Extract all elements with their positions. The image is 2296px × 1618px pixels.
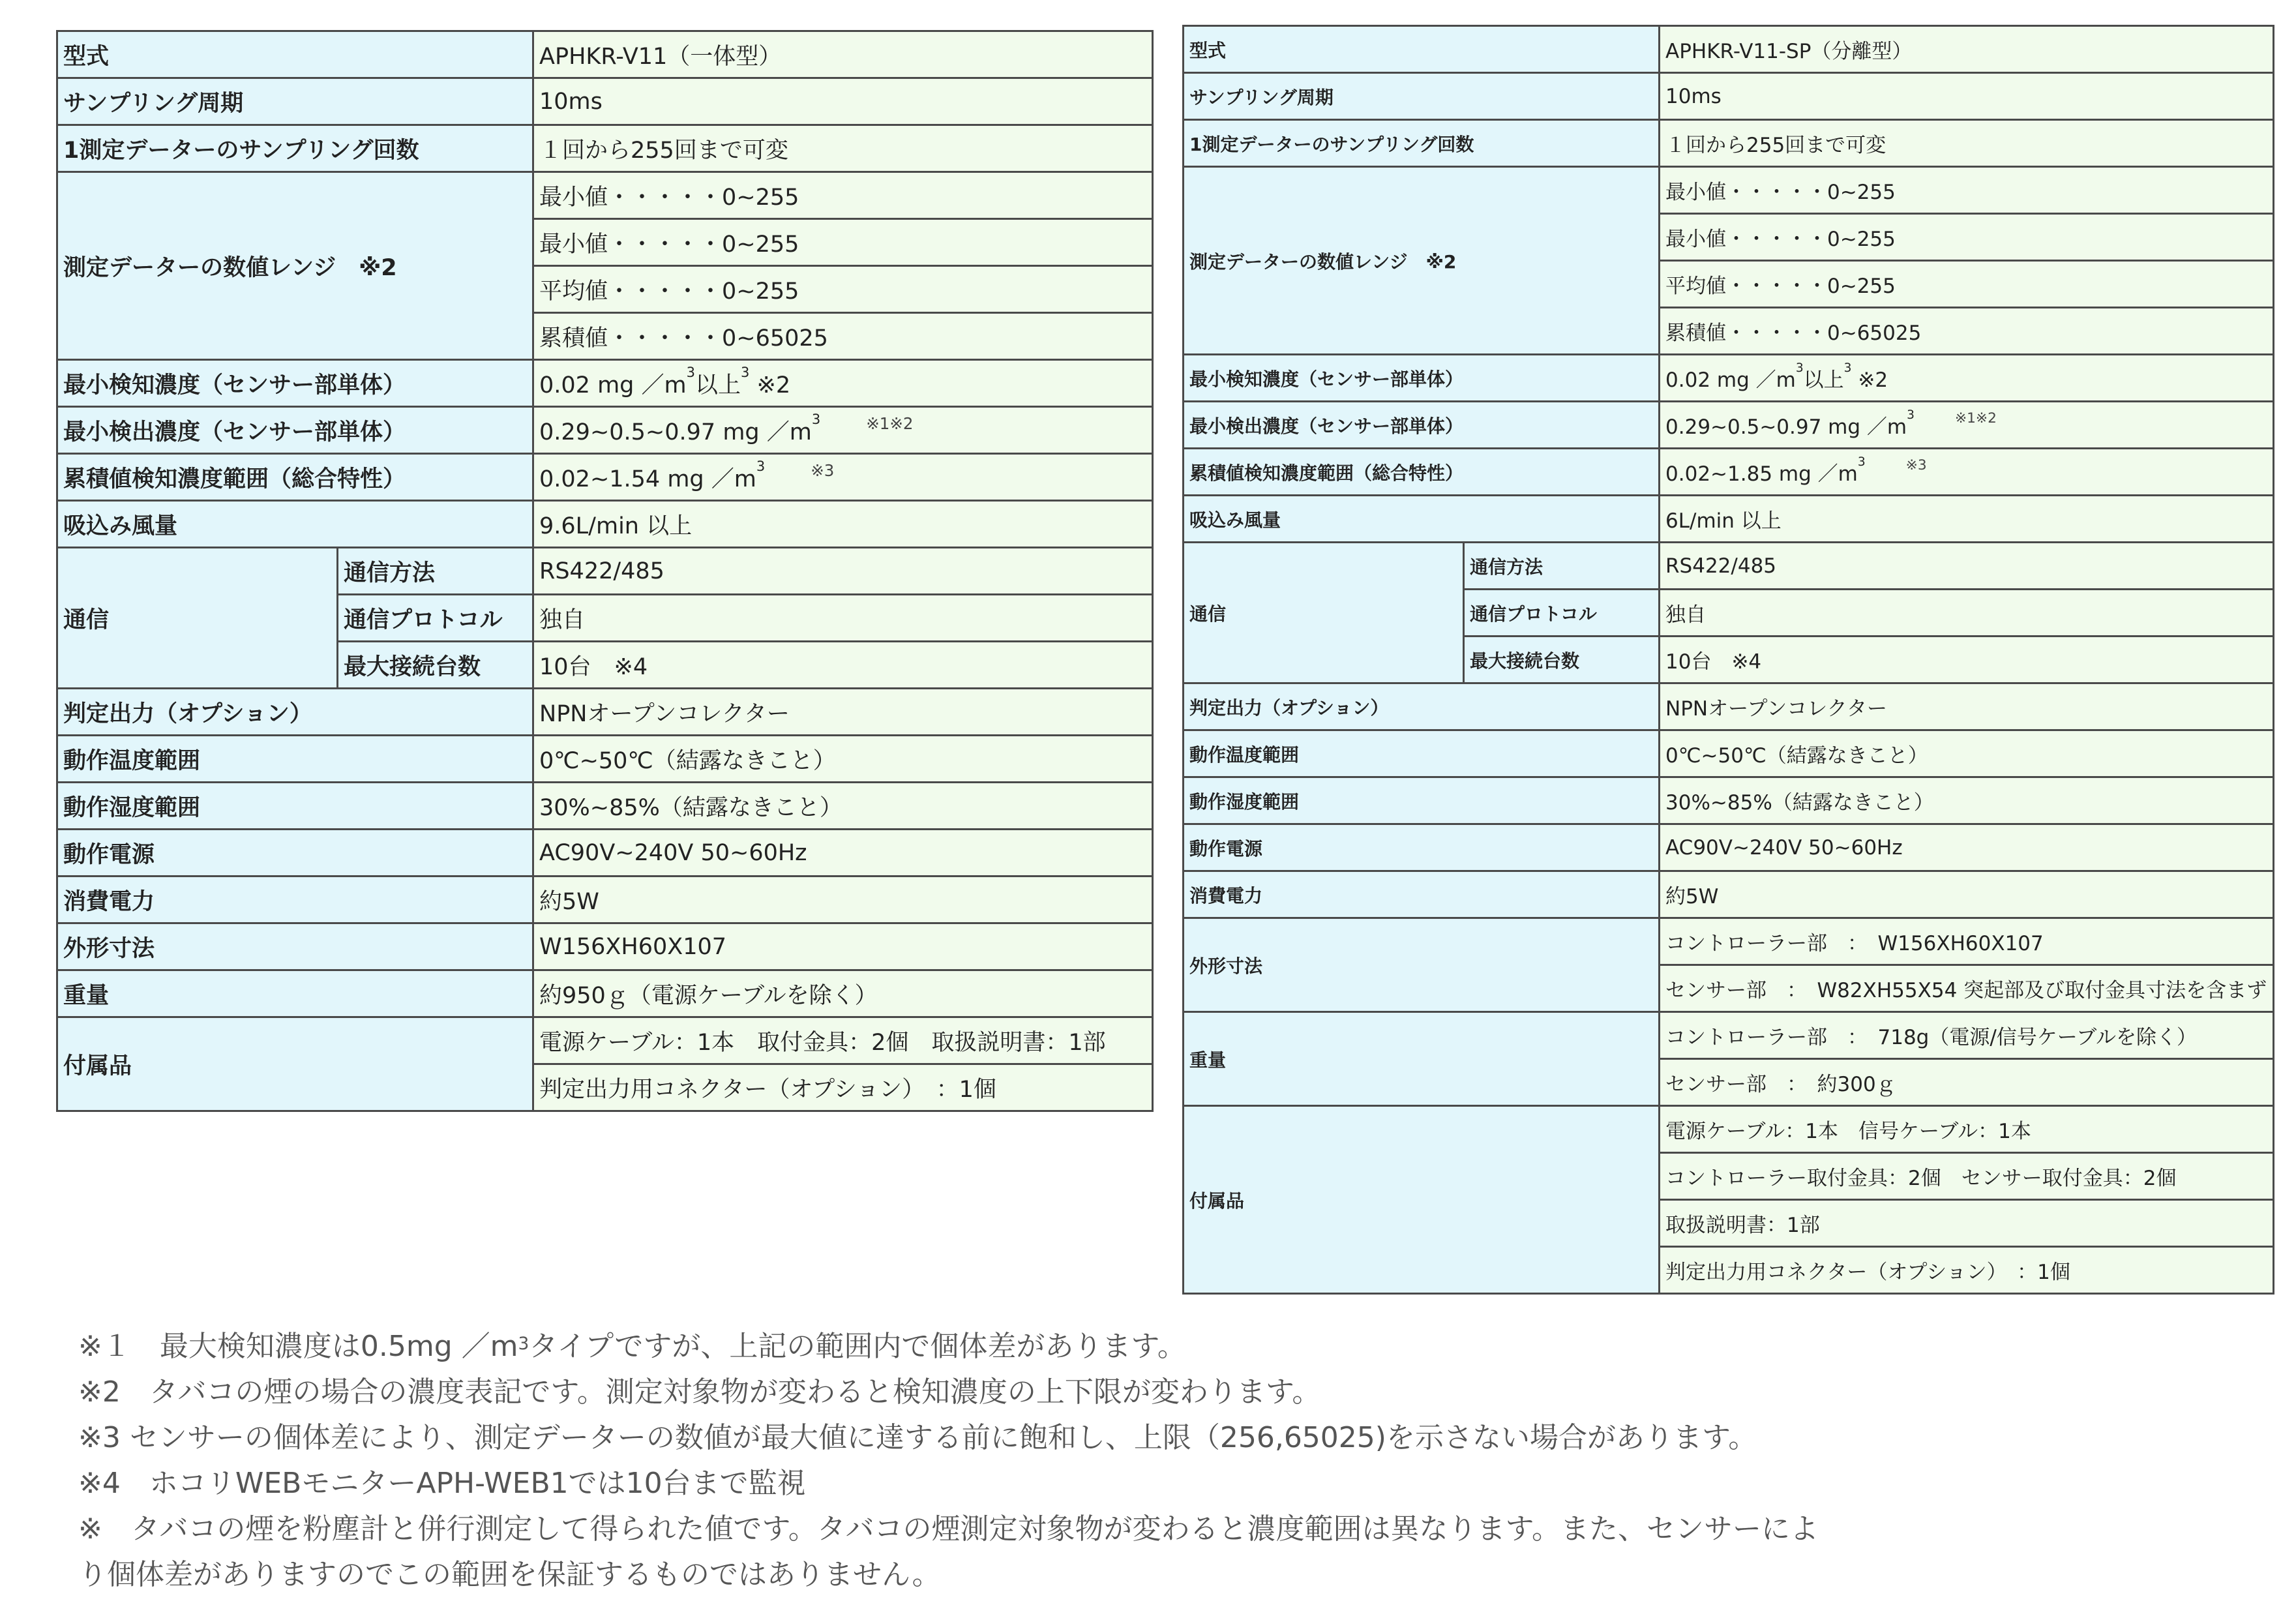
footnote-4: ※4 ホコリWEBモニターAPH-WEB1では10台まで監視 [78, 1467, 806, 1500]
footnotes [78, 1324, 2165, 1598]
row-value: 9.6L/min 以上 [533, 501, 1153, 548]
row-value: 10ms [1660, 73, 2274, 120]
row-value: 最小値・・・・・0~255 [1660, 167, 2274, 214]
row-value: 判定出力用コネクター（オプション） ：1個 [533, 1064, 1153, 1111]
row-sublabel: 通信方法 [1464, 543, 1660, 590]
row-value: 平均値・・・・・0~255 [533, 266, 1153, 313]
row-sublabel: 通信プロトコル [1464, 590, 1660, 637]
row-value: 0℃~50℃（結露なきこと） [533, 736, 1153, 783]
row-value: 最小値・・・・・0~255 [533, 172, 1153, 219]
row-value: NPNオープンコレクター [533, 689, 1153, 736]
row-label: 1測定データーのサンプリング回数 [57, 125, 533, 172]
row-label: 累積値検知濃度範囲（総合特性） [1184, 449, 1660, 496]
spec-table-integrated [56, 30, 1154, 1112]
row-value: 電源ケーブル：1本 取付金具：2個 取扱説明書：1部 [533, 1017, 1153, 1064]
spec-table-separated [1182, 25, 2274, 1295]
footnote-6: り個体差がありますのでこの範囲を保証するものではありません。 [78, 1558, 941, 1591]
value-text: 以上 [1803, 368, 1844, 392]
row-sublabel: 通信プロトコル [338, 595, 533, 642]
value-text: 0.29~0.5~0.97 mg ／m [539, 419, 812, 445]
row-label: 外形寸法 [57, 923, 533, 970]
row-label: 動作電源 [57, 830, 533, 876]
row-value: 独自 [533, 595, 1153, 642]
row-label: 動作温度範囲 [57, 736, 533, 783]
footnote-ref: ※1※2 [866, 413, 914, 433]
row-value: 0℃~50℃（結露なきこと） [1660, 730, 2274, 777]
row-label: 最小検知濃度（センサー部単体） [1184, 355, 1660, 402]
row-label: 測定データーの数値レンジ ※2 [1184, 167, 1660, 355]
footnote-1 [78, 1324, 2165, 1370]
row-value [1660, 402, 2274, 449]
row-label: 累積値検知濃度範囲（総合特性） [57, 454, 533, 501]
row-label: 測定データーの数値レンジ ※2 [57, 172, 533, 360]
row-value: 累積値・・・・・0~65025 [1660, 308, 2274, 355]
footnote-5: ※ タバコの煙を粉塵計と併行測定して得られた値です。タバコの煙測定対象物が変わると濃度範囲は異なります。また、センサーによ [78, 1512, 1819, 1546]
footnote-ref: ※3 [811, 460, 835, 480]
row-label: 判定出力（オプション） [57, 689, 533, 736]
footnote-ref: ※3 [1905, 457, 1927, 473]
row-value [533, 454, 1153, 501]
row-sublabel: 最大接続台数 [338, 642, 533, 689]
superscript: 3 [1907, 408, 1915, 423]
row-label: 消費電力 [57, 876, 533, 923]
footnote-ref: ※2 [1851, 368, 1888, 392]
superscript: 3 [811, 412, 821, 428]
row-label: 通信 [57, 548, 338, 689]
row-label: 消費電力 [1184, 871, 1660, 918]
footnote-ref: ※1※2 [1954, 410, 1997, 427]
superscript: 3 [1843, 361, 1852, 376]
row-value: 6L/min 以上 [1660, 496, 2274, 543]
row-value: 約5W [533, 876, 1153, 923]
row-value: 10台 ※4 [1660, 637, 2274, 683]
row-value: 平均値・・・・・0~255 [1660, 261, 2274, 308]
row-label: 判定出力（オプション） [1184, 683, 1660, 730]
row-label: 動作電源 [1184, 824, 1660, 871]
superscript: 3 [686, 365, 695, 381]
row-value: １回から255回まで可変 [1660, 120, 2274, 167]
superscript: 3 [518, 1334, 529, 1355]
row-value: 電源ケーブル：1本 信号ケーブル：1本 [1660, 1106, 2274, 1153]
value-text: 以上 [694, 372, 741, 398]
row-value [533, 407, 1153, 454]
row-value: コントローラー取付金具：2個 センサー取付金具：2個 [1660, 1153, 2274, 1200]
row-value: 30%~85%（結露なきこと） [533, 783, 1153, 830]
superscript: 3 [1857, 455, 1866, 470]
row-value: 判定出力用コネクター（オプション） ：1個 [1660, 1247, 2274, 1294]
row-value: 独自 [1660, 590, 2274, 637]
row-value [1660, 449, 2274, 496]
row-label: 最小検出濃度（センサー部単体） [57, 407, 533, 454]
value-text: 0.29~0.5~0.97 mg ／m [1665, 415, 1907, 439]
value-text: 0.02~1.85 mg ／m [1665, 462, 1858, 486]
row-value: APHKR-V11-SP（分離型） [1660, 26, 2274, 73]
row-label: 動作湿度範囲 [1184, 777, 1660, 824]
value-text: 0.02 mg ／m [1665, 368, 1796, 392]
value-text: 0.02 mg ／m [539, 372, 687, 398]
row-sublabel: 最大接続台数 [1464, 637, 1660, 683]
superscript: 3 [756, 458, 766, 475]
row-value: W156XH60X107 [533, 923, 1153, 970]
row-value: コントローラー部 ： 718g（電源/信号ケーブルを除く） [1660, 1012, 2274, 1059]
row-value: 取扱説明書：1部 [1660, 1200, 2274, 1247]
footnote-ref: ※2 [749, 372, 791, 398]
row-value: NPNオープンコレクター [1660, 683, 2274, 730]
row-label: サンプリング周期 [57, 78, 533, 125]
footnote-text: タイプですが、上記の範囲内で個体差があります。 [529, 1330, 1186, 1363]
row-sublabel: 通信方法 [338, 548, 533, 595]
row-value: APHKR-V11（一体型） [533, 31, 1153, 78]
row-value: １回から255回まで可変 [533, 125, 1153, 172]
row-value: AC90V~240V 50~60Hz [1660, 824, 2274, 871]
row-label: 付属品 [57, 1017, 533, 1111]
row-label: 付属品 [1184, 1106, 1660, 1294]
row-label: 動作温度範囲 [1184, 730, 1660, 777]
row-value: 約5W [1660, 871, 2274, 918]
row-label: 1測定データーのサンプリング回数 [1184, 120, 1660, 167]
row-value: RS422/485 [1660, 543, 2274, 590]
row-value: 累積値・・・・・0~65025 [533, 313, 1153, 360]
row-value: センサー部 ： W82XH55X54 突起部及び取付金具寸法を含まず [1660, 965, 2274, 1012]
footnote-2: ※2 タバコの煙の場合の濃度表記です。測定対象物が変わると検知濃度の上下限が変わります。 [78, 1375, 1321, 1409]
row-label: 吸込み風量 [57, 501, 533, 548]
row-label: サンプリング周期 [1184, 73, 1660, 120]
row-label: 重量 [1184, 1012, 1660, 1106]
row-value: センサー部 ： 約300ｇ [1660, 1059, 2274, 1106]
row-label: 最小検知濃度（センサー部単体） [57, 360, 533, 407]
row-value: 30%~85%（結露なきこと） [1660, 777, 2274, 824]
footnote-text: ※１ 最大検知濃度は0.5mg ／m [78, 1330, 518, 1363]
row-label: 最小検出濃度（センサー部単体） [1184, 402, 1660, 449]
row-value: AC90V~240V 50~60Hz [533, 830, 1153, 876]
row-value [1660, 355, 2274, 402]
row-label: 外形寸法 [1184, 918, 1660, 1012]
row-value: 約950ｇ（電源ケーブルを除く） [533, 970, 1153, 1017]
superscript: 3 [1795, 361, 1804, 376]
row-label: 型式 [1184, 26, 1660, 73]
row-value: コントローラー部 ： W156XH60X107 [1660, 918, 2274, 965]
row-label: 吸込み風量 [1184, 496, 1660, 543]
row-value: 10ms [533, 78, 1153, 125]
row-value [533, 360, 1153, 407]
row-value: 最小値・・・・・0~255 [1660, 214, 2274, 261]
row-label: 型式 [57, 31, 533, 78]
row-label: 動作湿度範囲 [57, 783, 533, 830]
row-label: 通信 [1184, 543, 1464, 683]
footnote-3: ※3 センサーの個体差により、測定データーの数値が最大値に達する前に飽和し、上限（256,65025)を示さない場合があります。 [78, 1421, 1757, 1454]
row-label: 重量 [57, 970, 533, 1017]
superscript: 3 [741, 365, 750, 381]
value-text: 0.02~1.54 mg ／m [539, 466, 756, 492]
row-value: 10台 ※4 [533, 642, 1153, 689]
row-value: RS422/485 [533, 548, 1153, 595]
row-value: 最小値・・・・・0~255 [533, 219, 1153, 266]
